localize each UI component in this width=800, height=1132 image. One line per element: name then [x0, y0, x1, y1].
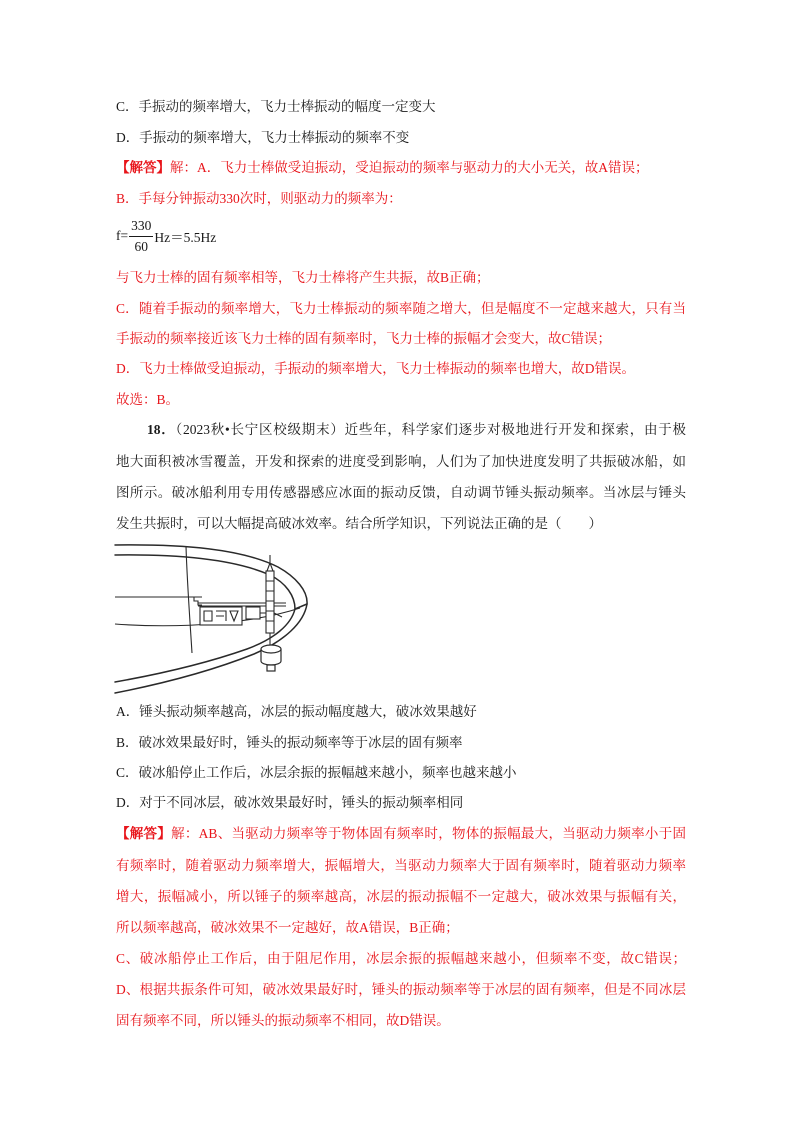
hammer-mechanism	[188, 555, 286, 645]
formula-rhs: Hz＝5.5Hz	[154, 230, 217, 245]
question-stem-text: （2023秋•长宁区校级期末）近些年，科学家们逐步对极地进行开发和探索，由于极	[175, 422, 686, 437]
hammer-mast	[266, 571, 274, 633]
solution-label: 【解答】	[116, 160, 170, 175]
fraction-denominator: 60	[129, 236, 153, 257]
hammer-head	[261, 645, 281, 671]
solution-line: 增大，振幅减小，所以锤子的频率越高，冰层的振动振幅不一定越大，破冰效果与振幅有关，	[116, 889, 686, 904]
solution-line	[116, 158, 649, 178]
solution-line: D、根据共振条件可知，破冰效果最好时，锤头的振动频率等于冰层的固有频率，但是不同冰层	[116, 982, 686, 997]
option-c: C．破冰船停止工作后，冰层余振的振幅越来越小，频率也越来越小	[116, 765, 517, 780]
solution-line: 手振动的频率接近该飞力士棒的固有频率时，飞力士棒的振幅才会变大，故C错误；	[116, 331, 612, 346]
solution-line: C、破冰船停止工作后，由于阻尼作用，冰层余振的振幅越来越小，但频率不变，故C错误；	[116, 951, 686, 966]
gear-block	[246, 607, 260, 619]
hammer-top	[261, 645, 281, 653]
solution-conclusion: 故选：B。	[116, 392, 180, 407]
question-number: 18．	[147, 422, 176, 437]
solution-text: 解：AB、当驱动力频率等于物体固有频率时，物体的振幅最大，当驱动力频率小于固	[171, 826, 686, 841]
option-c: C．手振动的频率增大，飞力士棒振动的幅度一定变大	[116, 99, 436, 114]
hammer-tip	[267, 665, 275, 671]
question-stem-line: 图所示。破冰船利用专用传感器感应冰面的振动反馈，自动调节锤头振动频率。当冰层与锤头	[116, 485, 686, 500]
formula-fraction	[129, 216, 153, 257]
solution-line: 有频率时，随着驱动力频率增大，振幅增大，当驱动力频率大于固有频率时，随着驱动力频率	[116, 858, 686, 873]
bow-tip	[295, 604, 307, 609]
frequency-formula	[116, 214, 216, 258]
solution-text: 解：A．飞力士棒做受迫振动，受迫振动的频率与驱动力的大小无关，故A错误；	[170, 160, 649, 175]
option-a: A．锤头振动频率越高，冰层的振动幅度越大，破冰效果越好	[116, 704, 477, 719]
stairs	[188, 597, 202, 605]
solution-line: D．飞力士棒做受迫振动，手振动的频率增大，飞力士棒振动的频率也增大，故D错误。	[116, 361, 635, 376]
solution-line: B．手每分钟振动330次时，则驱动力的频率为：	[116, 191, 402, 206]
solution-line: 与飞力士棒的固有频率相等，飞力士棒将产生共振，故B正确；	[116, 270, 490, 285]
fraction-numerator: 330	[131, 217, 152, 233]
option-d: D．对于不同冰层，破冰效果最好时，锤头的振动频率相同	[116, 795, 464, 810]
option-d: D．手振动的频率增大，飞力士棒振动的频率不变	[116, 130, 410, 145]
question-stem-line	[147, 420, 686, 440]
solution-line: 所以频率越高，破冰效果不一定越好，故A错误，B正确；	[116, 920, 459, 935]
icebreaker-diagram	[114, 541, 324, 697]
solution-line: C．随着手振动的频率增大，飞力士棒振动的频率随之增大，但是幅度不一定越来越大，只有当	[116, 301, 686, 316]
solution-label: 【解答】	[116, 826, 172, 841]
solution-line: 固有频率不同，所以锤头的振动频率不相同，故D错误。	[116, 1013, 450, 1028]
question-stem-line: 发生共振时，可以大幅提高破冰效率。结合所学知识，下列说法正确的是（ ）	[116, 516, 602, 531]
formula-lhs: f=	[116, 228, 129, 243]
bulkhead	[186, 546, 192, 653]
solution-line	[116, 824, 686, 844]
option-b: B．破冰效果最好时，锤头的振动频率等于冰层的固有频率	[116, 735, 463, 750]
question-stem-line: 地大面积被冰雪覆盖，开发和探索的进度受到影响，人们为了加快进度发明了共振破冰船，如	[116, 454, 686, 469]
hull-top-rim-outer	[115, 545, 307, 604]
